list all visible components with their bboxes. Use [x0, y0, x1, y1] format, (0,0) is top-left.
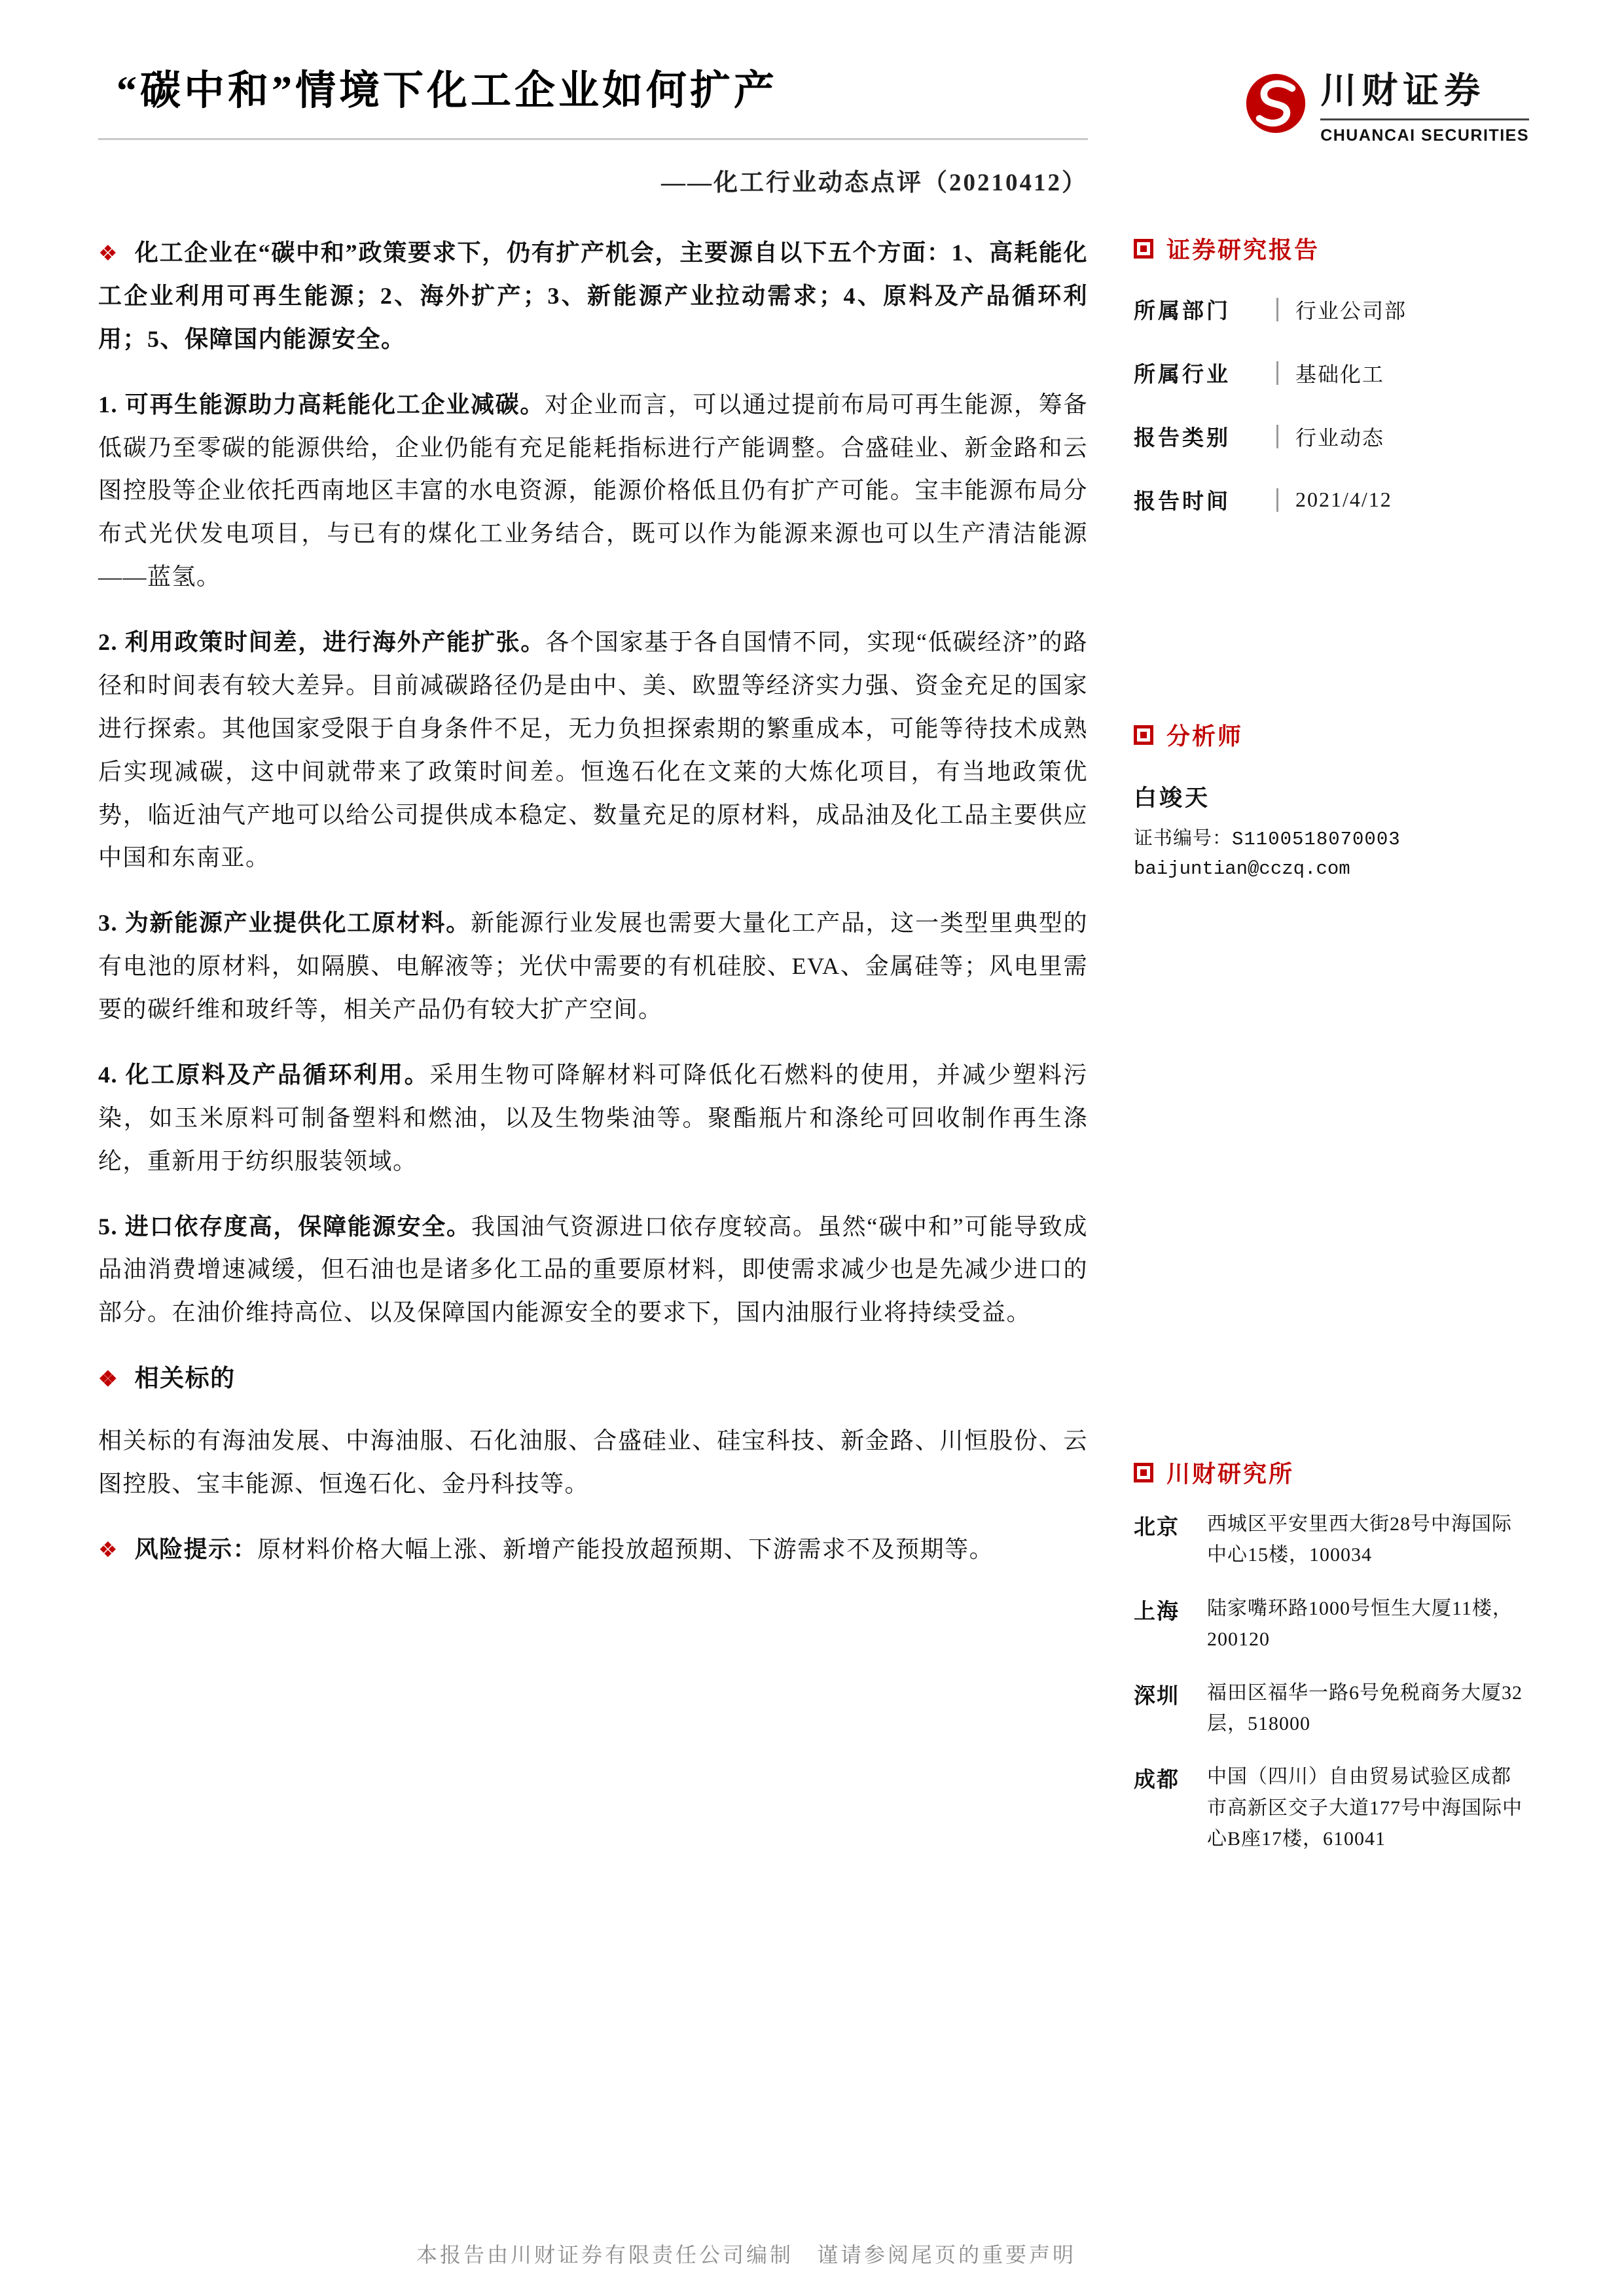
- risk-text: 原材料价格大幅上涨、新增产能投放超预期、下游需求不及预期等。: [257, 1535, 994, 1562]
- office-row-shanghai: [1134, 1593, 1529, 1655]
- bullet-diamond-icon: ❖: [98, 242, 118, 266]
- field-label: 所属行业: [1134, 363, 1231, 387]
- field-separator: [1276, 488, 1278, 512]
- paragraph-lead: 5. 进口依存度高，保障能源安全。: [98, 1213, 471, 1240]
- field-row-industry: [1134, 357, 1529, 388]
- section-square-icon: [1134, 1463, 1153, 1482]
- field-label: 所属部门: [1134, 300, 1231, 323]
- header: [98, 58, 1529, 198]
- section-square-icon: [1134, 239, 1153, 259]
- section-square-icon: [1134, 725, 1153, 745]
- field-value: 行业公司部: [1295, 298, 1407, 323]
- office-city: 北京: [1134, 1516, 1180, 1539]
- field-value: 基础化工: [1295, 362, 1385, 386]
- paragraph-text: 我国油气资源进口依存度较高。虽然“碳中和”可能导致成品油消费增速减缓，但石油也是诸多化工品的重要原材料，即使需求减少也是先减少进口的部分。在油价维持高位、以及保障国内能源安全的要求下，国内油服行业将持续受益。: [98, 1213, 1088, 1326]
- field-row-category: [1134, 421, 1529, 452]
- field-value: 2021/4/12: [1295, 488, 1392, 511]
- paragraph-text: 对企业而言，可以通过提前布局可再生能源，筹备低碳乃至零碳的能源供给，企业仍能有充足能耗指标进行产能调整。合盛硅业、新金路和云图控股等企业依托西南地区丰富的水电资源，能源价格低且仍有扩产可能。宝丰能源布局分布式光伏发电项目，与已有的煤化工业务结合，既可以作为能源来源也可以生产清洁能源——蓝氢。: [98, 391, 1088, 590]
- analyst-section: [1134, 718, 1529, 880]
- field-separator: [1276, 425, 1278, 448]
- related-targets-heading: [98, 1357, 1088, 1401]
- body-paragraph: [98, 1054, 1088, 1183]
- office-city: 深圳: [1134, 1684, 1180, 1708]
- main-column: [98, 232, 1088, 1877]
- brand-name-en: CHUANCAI SECURITIES: [1320, 126, 1529, 145]
- field-row-date: [1134, 484, 1529, 515]
- body-paragraph: [98, 384, 1088, 599]
- paragraph-lead: 4. 化工原料及产品循环利用。: [98, 1061, 430, 1088]
- office-city: 上海: [1134, 1600, 1180, 1624]
- office-address: 中国（四川）自由贸易试验区成都市高新区交子大道177号中海国际中心B座17楼，610041: [1207, 1766, 1523, 1850]
- field-separator: [1276, 361, 1278, 385]
- research-offices-heading-text: 川财研究所: [1166, 1461, 1295, 1487]
- sidebar: [1134, 232, 1529, 1877]
- header-title-block: [98, 58, 1088, 198]
- office-city: 成都: [1134, 1768, 1180, 1793]
- brand-logo-icon: [1244, 72, 1307, 135]
- footer-disclaimer: 本报告由川财证券有限责任公司编制 谨请参阅尾页的重要声明: [416, 2243, 1076, 2267]
- report-info-heading-text: 证券研究报告: [1166, 237, 1320, 263]
- field-label: 报告时间: [1134, 490, 1231, 514]
- page-title: “碳中和”情境下化工企业如何扩产: [117, 69, 778, 113]
- related-targets-heading-text: 相关标的: [134, 1365, 236, 1393]
- analyst-name: 白竣天: [1134, 785, 1211, 811]
- field-separator: [1276, 298, 1278, 321]
- bullet-diamond-icon: ❖: [98, 1368, 118, 1392]
- report-info-heading: [1134, 232, 1529, 265]
- analyst-cert-number: 证书编号：S1100518070003: [1134, 829, 1401, 850]
- paragraph-text: 各个国家基于各自国情不同，实现“低碳经济”的路径和时间表有较大差异。目前减碳路径仍是由中、美、欧盟等经济实力强、资金充足的国家进行探索。其他国家受限于自身条件不足，无力负担探索期的繁重成本，可能等待技术成熟后实现减碳，这中间就带来了政策时间差。恒逸石化在文莱的大炼化项目，有当地政策优势，临近油气产地可以给公司提供成本稳定、数量充足的原材料，成品油及化工品主要供应中国和东南亚。: [98, 629, 1088, 871]
- body-paragraph: [98, 621, 1088, 880]
- office-address: 福田区福华一路6号免税商务大厦32层，518000: [1207, 1681, 1523, 1734]
- paragraph-lead: 3. 为新能源产业提供化工原材料。: [98, 910, 471, 937]
- analyst-heading-text: 分析师: [1166, 723, 1244, 749]
- paragraph-lead: 2. 利用政策时间差，进行海外产能扩张。: [98, 629, 546, 655]
- related-targets-paragraph: 相关标的有海油发展、中海油服、石化油服、合盛硅业、硅宝科技、新金路、川恒股份、云图控股、宝丰能源、恒逸石化、金丹科技等。: [98, 1427, 1088, 1497]
- office-address: 陆家嘴环路1000号恒生大厦11楼，200120: [1207, 1597, 1513, 1651]
- office-row-shenzhen: [1134, 1677, 1529, 1740]
- brand-logo: [1244, 62, 1529, 145]
- paragraph-lead: 1. 可再生能源助力高耗能化工企业减碳。: [98, 391, 545, 418]
- field-label: 报告类别: [1134, 427, 1231, 450]
- risk-paragraph: [98, 1528, 1088, 1571]
- office-row-chengdu: [1134, 1761, 1529, 1854]
- body-paragraph: [98, 1206, 1088, 1335]
- title-divider: [98, 138, 1088, 140]
- brand-logo-text: [1320, 62, 1529, 145]
- summary-paragraph: [98, 232, 1088, 361]
- body-paragraph: [98, 902, 1088, 1031]
- bullet-diamond-icon: ❖: [98, 1538, 118, 1562]
- paragraph-text: 新能源行业发展也需要大量化工产品，这一类型里典型的有电池的原材料，如隔膜、电解液等；光伏中需要的有机硅胶、EVA、金属硅等；风电里需要的碳纤维和玻纤等，相关产品仍有较大扩产空间。: [98, 910, 1088, 1022]
- office-address: 西城区平安里西大街28号中海国际中心15楼，100034: [1207, 1513, 1512, 1566]
- content: [98, 232, 1529, 1877]
- report-info-section: [1134, 232, 1529, 515]
- research-offices-section: [1134, 1456, 1529, 1855]
- analyst-heading: [1134, 718, 1529, 751]
- field-value: 行业动态: [1295, 425, 1385, 450]
- brand-name-cn: 川财证券: [1320, 62, 1529, 120]
- summary-text: 化工企业在“碳中和”政策要求下，仍有扩产机会，主要源自以下五个方面：1、高耗能化工企业利用可再生能源；2、海外扩产；3、新能源产业拉动需求；4、原料及产品循环利用；5、保障国内能源安全。: [98, 240, 1088, 352]
- research-offices-heading: [1134, 1456, 1529, 1489]
- office-row-beijing: [1134, 1509, 1529, 1571]
- risk-lead: 风险提示：: [134, 1535, 258, 1562]
- paragraph-text: 采用生物可降解材料可降低化石燃料的使用，并减少塑料污染，如玉米原料可制备塑料和燃油，以及生物柴油等。聚酯瓶片和涤纶可回收制作再生涤纶，重新用于纺织服装领域。: [98, 1061, 1088, 1174]
- analyst-email: baijuntian@cczq.com: [1134, 858, 1350, 880]
- page-subtitle: ——化工行业动态点评（20210412）: [661, 170, 1088, 196]
- field-row-department: [1134, 294, 1529, 325]
